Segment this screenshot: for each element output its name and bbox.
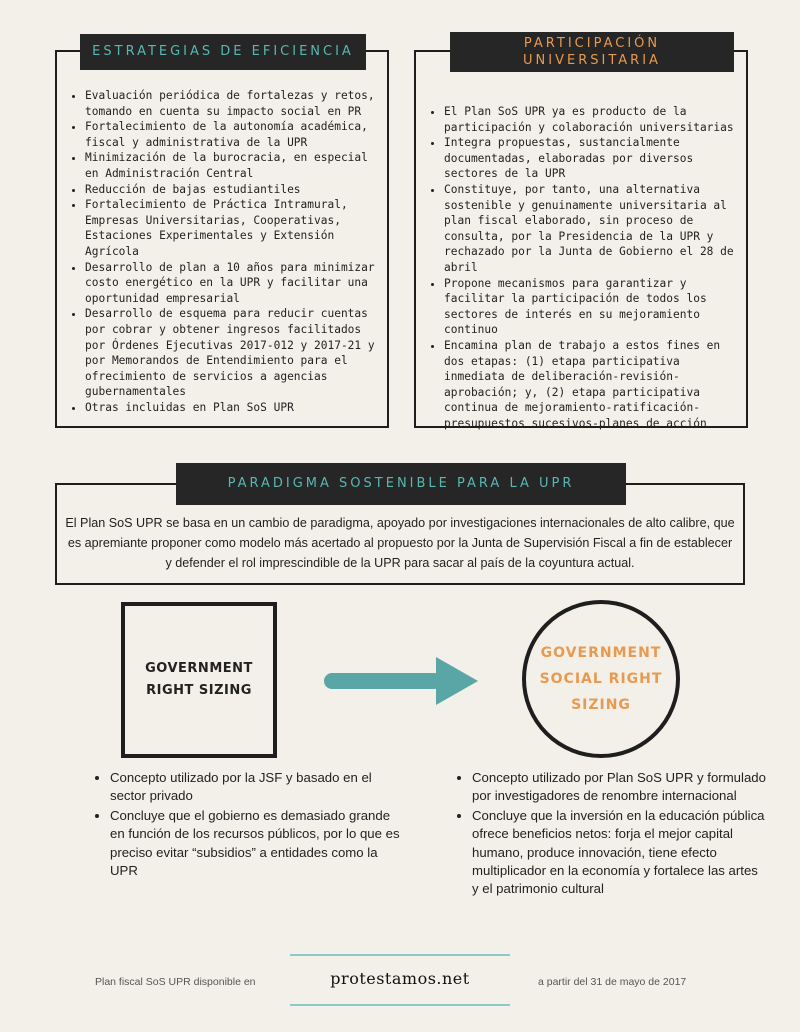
arrow-right-icon: [322, 655, 482, 707]
government-right-sizing-box: [121, 602, 277, 758]
list-item: • Concluye que la inversión en la educación pública ofrece beneficios netos: forja el mejor capital humano, produce innovación, tiene efecto multiplicador en la economía y fortalece las artes y el patrimonio cultural: [472, 807, 768, 899]
list-item: • Reducción de bajas estudiantiles: [85, 182, 381, 198]
right-sizing-concept-list: [88, 769, 406, 881]
footer-website-link[interactable]: protestamos.net: [330, 969, 470, 988]
social-right-sizing-concept-list: [450, 769, 768, 900]
title-line-1: PARTICIPACIÓN: [523, 36, 661, 51]
model-line-2: RIGHT SIZING: [146, 683, 252, 698]
list-item: • Propone mecanismos para garantizar y facilitar la participación de todos los sectores de interés en su mejoramiento continuo: [444, 276, 740, 338]
list-item: • El Plan SoS UPR ya es producto de la participación y colaboración universitarias: [444, 104, 740, 135]
model-line-1: GOVERNMENT: [540, 645, 662, 661]
list-item: • Minimización de la burocracia, en especial en Administración Central: [85, 150, 381, 181]
paradigm-text: El Plan SoS UPR se basa en un cambio de paradigma, apoyado por investigaciones internacionales de alto calibre, que es apremiante proponer como modelo más acertado al propuesto por la Junta de Supervisión Fiscal a fin de establecer y defender el rol imprescindible de la UPR para sacar al país de la coyuntura actual.: [65, 516, 735, 570]
list-item: • Encamina plan de trabajo a estos fines en dos etapas: (1) etapa participativa inmediata de deliberación-revisión-aprobación; y, (2) etapa participativa continua de mejoramiento-ratificación-presupuestos sucesivos-planes de acción: [444, 338, 740, 432]
efficiency-strategies-list: [63, 88, 381, 415]
list-item: • Otras incluidas en Plan SoS UPR: [85, 400, 381, 416]
model-line-1: GOVERNMENT: [145, 661, 253, 676]
efficiency-strategies-box: [55, 50, 389, 428]
list-item: • Fortalecimiento de Práctica Intramural, Empresas Universitarias, Cooperativas, Estaciones Experimentales y Extensión Agrícola: [85, 197, 381, 259]
footer-divider-top: [290, 954, 510, 956]
footer-divider-bottom: [290, 1004, 510, 1006]
footer-availability-text: Plan fiscal SoS UPR disponible en: [95, 976, 256, 988]
list-item: • Desarrollo de plan a 10 años para minimizar costo energético en la UPR y facilitar una oportunidad empresarial: [85, 260, 381, 307]
government-social-right-sizing-circle: [522, 600, 680, 758]
list-item: • Concepto utilizado por la JSF y basado en el sector privado: [110, 769, 406, 806]
list-item: • Desarrollo de esquema para reducir cuentas por cobrar y obtener ingresos facilitados por Órdenes Ejecutivas 2017-012 y 2017-21 y por Memorandos de Entendimiento para el ofrecimiento de servicios a agencias gubernamentales: [85, 306, 381, 400]
paradigm-title: PARADIGMA SOSTENIBLE PARA LA UPR: [176, 463, 626, 505]
list-item: • Constituye, por tanto, una alternativa sostenible y genuinamente universitaria al plan fiscal elaborado, sin proceso de consulta, por la Presidencia de la UPR y rechazado por la Junta de Gobierno el 28 de abril: [444, 182, 740, 276]
list-item: • Concluye que el gobierno es demasiado grande en función de los recursos públicos, por lo que es preciso evitar “subsidios” a entidades como la UPR: [110, 807, 406, 881]
university-participation-title: [450, 32, 734, 72]
list-item: • Concepto utilizado por Plan SoS UPR y formulado por investigadores de renombre internacional: [472, 769, 768, 806]
university-participation-list: [422, 104, 740, 431]
list-item: • Evaluación periódica de fortalezas y retos, tomando en cuenta su impacto social en PR: [85, 88, 381, 119]
title-line-2: UNIVERSITARIA: [523, 53, 661, 68]
list-item: • Fortalecimiento de la autonomía académica, fiscal y administrativa de la UPR: [85, 119, 381, 150]
footer-date-text: a partir del 31 de mayo de 2017: [538, 976, 687, 988]
efficiency-strategies-title: ESTRATEGIAS DE EFICIENCIA: [80, 34, 366, 70]
model-line-3: SIZING: [571, 697, 631, 713]
model-line-2: SOCIAL RIGHT: [539, 671, 663, 687]
list-item: • Integra propuestas, sustancialmente documentadas, elaboradas por diversos sectores de la UPR: [444, 135, 740, 182]
university-participation-box: [414, 50, 748, 428]
